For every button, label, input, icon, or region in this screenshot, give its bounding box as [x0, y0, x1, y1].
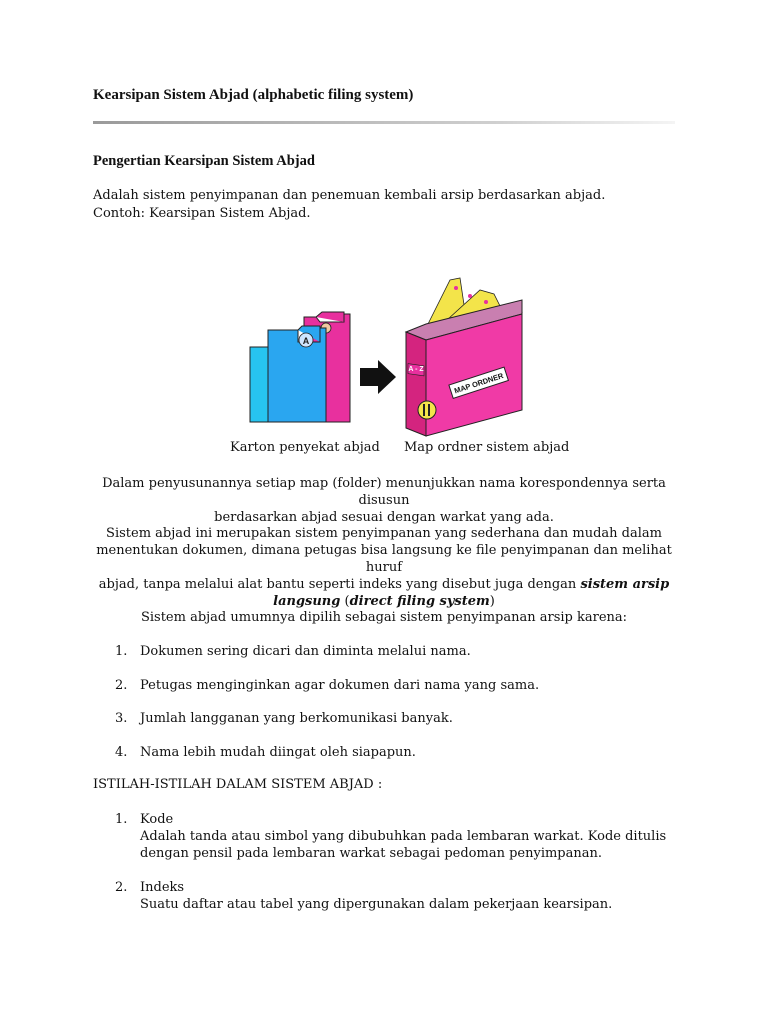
- line-text: abjad, tanpa melalui alat bantu seperti indeks yang disebut juga dengan: [98, 577, 581, 592]
- term-description: Adalah tanda atau simbol yang dibubuhkan pada lembaran warkat. Kode ditulis: [140, 829, 667, 844]
- paragraph-line: berdasarkan abjad sesuai dengan warkat yang ada.: [214, 510, 554, 525]
- list-number: 2.: [115, 678, 128, 693]
- list-number: 1.: [115, 812, 128, 827]
- binder-map-ordner: [406, 278, 522, 436]
- filing-illustration: [240, 270, 540, 440]
- system-description-paragraph: [90, 525, 678, 610]
- list-text: Nama lebih mudah diingat oleh siapapun.: [140, 745, 416, 760]
- emphasis-term: langsung: [273, 594, 341, 609]
- card-letter: A: [302, 336, 310, 346]
- list-text: Petugas menginginkan agar dokumen dari nama yang sama.: [140, 678, 540, 693]
- document-title: Kearsipan Sistem Abjad (alphabetic filing system): [93, 87, 414, 103]
- section-heading: Pengertian Kearsipan Sistem Abjad: [93, 153, 315, 169]
- emphasis-term: sistem arsip: [580, 577, 670, 592]
- reasons-intro: Sistem abjad umumnya dipilih sebagai sistem penyimpanan arsip karena:: [140, 610, 628, 625]
- list-number: 2.: [115, 880, 128, 895]
- definition-paragraph: Adalah sistem penyimpanan dan penemuan kembali arsip berdasarkan abjad.: [93, 188, 606, 203]
- caption-map-ordner: Map ordner sistem abjad: [404, 440, 570, 455]
- title-divider: [93, 121, 675, 124]
- list-text: Dokumen sering dicari dan diminta melalui nama.: [140, 644, 471, 659]
- arrow-right-icon: [360, 360, 396, 394]
- term-name: Indeks: [140, 880, 185, 895]
- list-text: Jumlah langganan yang berkomunikasi banyak.: [140, 711, 453, 726]
- example-paragraph: Contoh: Kearsipan Sistem Abjad.: [93, 206, 311, 221]
- spine-label: A - Z: [408, 366, 424, 373]
- caption-divider-card: Karton penyekat abjad: [230, 440, 380, 455]
- line-text: (: [340, 594, 350, 609]
- paragraph-line: Sistem abjad ini merupakan sistem penyimpanan yang sederhana dan mudah dalam: [106, 526, 662, 541]
- line-text: ): [489, 594, 495, 609]
- paragraph-line: [90, 576, 678, 593]
- list-number: 4.: [115, 745, 128, 760]
- paragraph-line: Dalam penyusunannya setiap map (folder) menunjukkan nama korespondennya serta disusun: [102, 476, 666, 508]
- list-number: 1.: [115, 644, 128, 659]
- terms-heading: ISTILAH-ISTILAH DALAM SISTEM ABJAD :: [93, 777, 383, 792]
- paragraph-line: menentukan dokumen, dimana petugas bisa langsung ke file penyimpanan dan melihat huruf: [96, 543, 672, 575]
- term-description: Suatu daftar atau tabel yang dipergunakan dalam pekerjaan kearsipan.: [140, 897, 613, 912]
- term-description: dengan pensil pada lembaran warkat sebagai pedoman penyimpanan.: [140, 846, 603, 861]
- arrangement-paragraph: [90, 475, 678, 526]
- cover-label: MAP ORDNER: [453, 371, 505, 396]
- term-name: Kode: [140, 812, 174, 827]
- list-number: 3.: [115, 711, 128, 726]
- emphasis-term: direct filing system: [349, 594, 490, 609]
- paragraph-line: [90, 593, 678, 610]
